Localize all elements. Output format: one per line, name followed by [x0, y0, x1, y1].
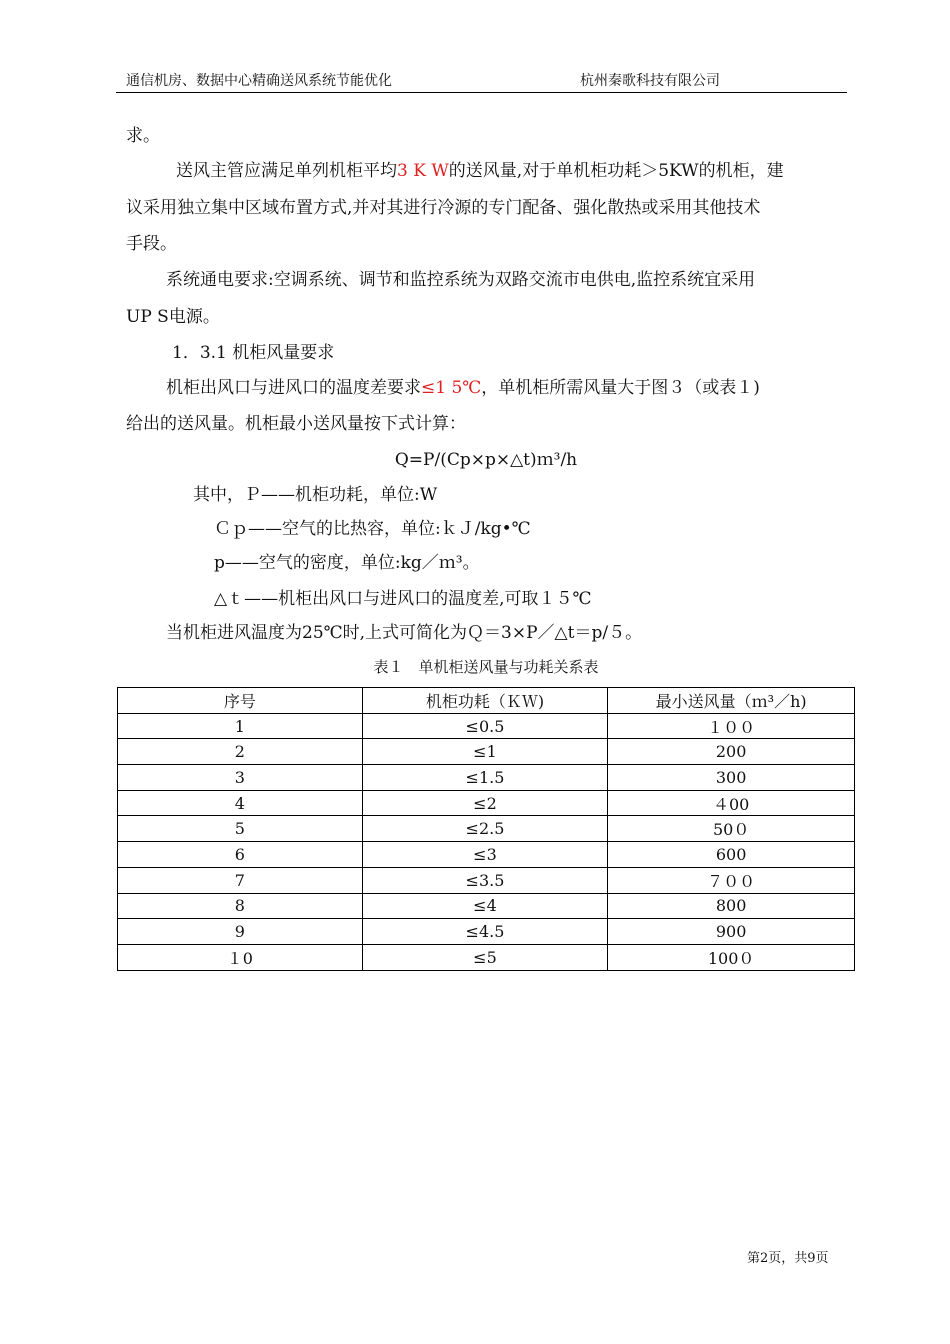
- header-airflow: 最小送风量（ｍ³／h): [608, 688, 855, 714]
- cell-airflow: 800: [608, 893, 855, 919]
- cell-power: ≤4.5: [362, 919, 608, 945]
- cell-index: 9: [118, 919, 363, 945]
- paragraph-power-line2: UP S电源。: [126, 307, 220, 327]
- definition-cp: Ｃｐ——空气的比热容，单位:ｋＪ/kg•℃: [214, 519, 531, 539]
- cell-index: 4: [118, 790, 363, 816]
- temp-text-post: ，单机柜所需风量大于图３（或表１): [481, 378, 760, 398]
- definition-delta-t: △ｔ——机柜出风口与进风口的温度差,可取１５℃: [214, 589, 592, 609]
- table-row: [118, 893, 855, 919]
- header-power: 机柜功耗（ＫＷ): [362, 688, 608, 714]
- page-header: [126, 70, 846, 92]
- header-index: 序号: [118, 688, 363, 714]
- airflow-highlight: 3 K W: [397, 161, 449, 181]
- cell-airflow: ４00: [608, 790, 855, 816]
- table-row: [118, 919, 855, 945]
- page-number: 第2页，共9页: [747, 1251, 829, 1266]
- airflow-text-post: 的送风量,对于单机柜功耗＞5KW的机柜，建: [448, 161, 784, 181]
- cell-index: 7: [118, 867, 363, 893]
- airflow-table: [117, 687, 855, 971]
- cell-index: 8: [118, 893, 363, 919]
- cell-power: ≤3.5: [362, 867, 608, 893]
- paragraph-airflow-line3: 手段。: [126, 234, 177, 254]
- cell-power: ≤1: [362, 739, 608, 765]
- formula: Q=P/(Cp×p×△t)ｍ³/h: [394, 450, 578, 470]
- definition-density: p——空气的密度，单位:kg／ｍ³。: [214, 553, 480, 573]
- cell-index: 3: [118, 765, 363, 791]
- cell-power: ≤1.5: [362, 765, 608, 791]
- temp-text-pre: 机柜出风口与进风口的温度差要求: [166, 378, 421, 398]
- table-row: [118, 842, 855, 868]
- cell-power: ≤2: [362, 790, 608, 816]
- table-row: [118, 713, 855, 739]
- paragraph-temp-line1: [166, 376, 760, 400]
- paragraph-airflow-line2: 议采用独立集中区域布置方式,并对其进行冷源的专门配备、强化散热或采用其他技术: [126, 198, 761, 218]
- paragraph-airflow-line1: [176, 159, 784, 183]
- paragraph-power-line1: 系统通电要求:空调系统、调节和监控系统为双路交流市电供电,监控系统宜采用: [166, 270, 756, 290]
- cell-index: 6: [118, 842, 363, 868]
- airflow-text-pre: 送风主管应满足单列机柜平均: [176, 161, 397, 181]
- cell-index: 5: [118, 816, 363, 842]
- cell-power: ≤3: [362, 842, 608, 868]
- cell-airflow: 200: [608, 739, 855, 765]
- table-row: [118, 867, 855, 893]
- cell-airflow: 100０: [608, 944, 855, 970]
- section-heading: 1．3.1 机柜风量要求: [172, 343, 335, 363]
- cell-power: ≤0.5: [362, 713, 608, 739]
- header-company: 杭州秦歌科技有限公司: [580, 73, 720, 89]
- temp-highlight: ≤1 5℃: [421, 378, 482, 398]
- paragraph-temp-line2: 给出的送风量。机柜最小送风量按下式计算：: [126, 414, 466, 434]
- cell-airflow: ７００: [608, 867, 855, 893]
- paragraph-simplified: 当机柜进风温度为25℃时,上式可简化为Ｑ＝3×P／△t＝p/５。: [166, 623, 643, 643]
- cell-airflow: １００: [608, 713, 855, 739]
- cell-index: 2: [118, 739, 363, 765]
- table-row: [118, 816, 855, 842]
- cell-airflow: 50０: [608, 816, 855, 842]
- table-row: [118, 944, 855, 970]
- definition-p: 其中，Ｐ——机柜功耗，单位:W: [193, 485, 438, 505]
- table-header-row: [118, 688, 855, 714]
- cell-airflow: 900: [608, 919, 855, 945]
- paragraph-continuation: 求。: [126, 126, 160, 146]
- cell-airflow: 300: [608, 765, 855, 791]
- cell-power: ≤5: [362, 944, 608, 970]
- cell-power: ≤2.5: [362, 816, 608, 842]
- cell-airflow: 600: [608, 842, 855, 868]
- table-row: [118, 739, 855, 765]
- table-row: [118, 765, 855, 791]
- header-title: 通信机房、数据中心精确送风系统节能优化: [126, 73, 392, 89]
- cell-index: 1: [118, 713, 363, 739]
- header-divider: [116, 92, 847, 93]
- table-caption: 表１ 单机柜送风量与功耗关系表: [373, 658, 599, 676]
- table-row: [118, 790, 855, 816]
- cell-index: １0: [118, 944, 363, 970]
- cell-power: ≤4: [362, 893, 608, 919]
